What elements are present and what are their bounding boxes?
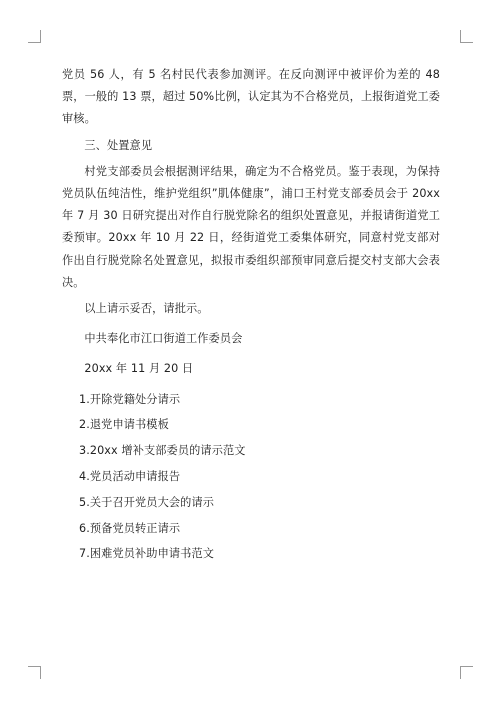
section-heading: 三、处置意见 bbox=[84, 138, 153, 152]
related-document-item[interactable]: 1.开除党籍处分请示 bbox=[79, 392, 181, 406]
paragraph-vote-results: 党员 56 人，有 5 名村民代表参加测评。在反向测评中被评价为差的 48 票，一般的 13 票，超过 50%比例，认定其为不合格党员，上报街道党工委审核。 bbox=[62, 68, 440, 126]
document-page bbox=[62, 64, 440, 569]
page-corner-mark-bottom-right bbox=[460, 666, 473, 679]
page-corner-mark-bottom-left bbox=[28, 666, 41, 679]
page-corner-mark-top-left bbox=[28, 30, 41, 43]
closing-request: 以上请示妥否，请批示。 bbox=[84, 302, 209, 316]
paragraph-disposal-opinion: 村党支部委员会根据测评结果，确定为不合格党员。鉴于表现，为保持党员队伍纯洁性，维护党组织”肌体健康”，浦口王村党支部委员会于 20xx 年 7 月 30 日研究提出对作自行脱党除名的组织处置意见，并报请街道党工委预审。20xx 年 10 月 22 日，经街道党工委集体研究，同意村党支部对作出自行脱党除名处置意见，拟报市委组织部预审同意后提交村支部大会表决。 bbox=[62, 164, 440, 289]
related-documents-list bbox=[62, 389, 440, 566]
related-document-item[interactable]: 2.退党申请书模板 bbox=[79, 418, 169, 432]
signature-organization: 中共奉化市江口街道工作委员会 bbox=[84, 332, 243, 346]
related-document-item[interactable]: 6.预备党员转正请示 bbox=[79, 521, 181, 535]
signature-date: 20xx 年 11 月 20 日 bbox=[84, 362, 194, 376]
page-corner-mark-top-right bbox=[460, 30, 473, 43]
related-document-item[interactable]: 4.党员活动申请报告 bbox=[79, 470, 181, 484]
related-document-item[interactable]: 3.20xx 增补支部委员的请示范文 bbox=[79, 444, 246, 458]
related-document-item[interactable]: 5.关于召开党员大会的请示 bbox=[79, 495, 215, 509]
related-document-item[interactable]: 7.困难党员补助申请书范文 bbox=[79, 547, 215, 561]
